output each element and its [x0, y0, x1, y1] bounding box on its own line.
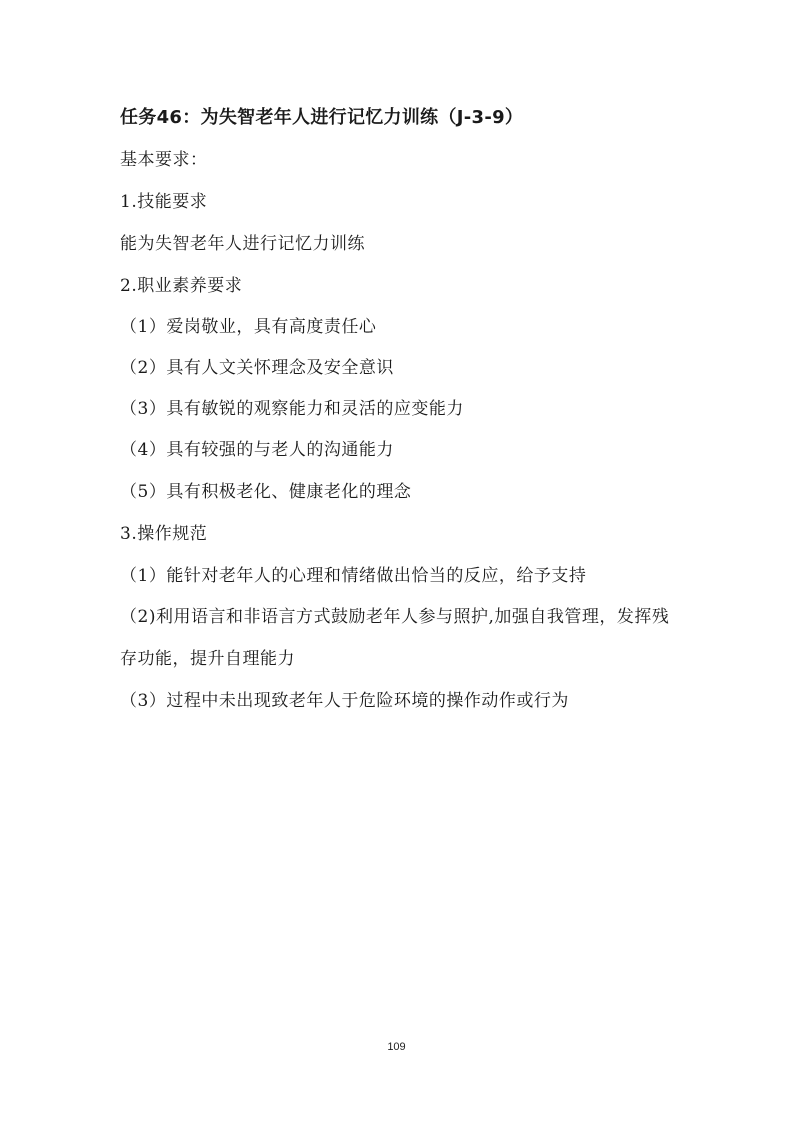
operation-item-1: （1）能针对老年人的心理和情绪做出恰当的反应，给予支持 [120, 566, 587, 586]
basic-requirements-label: 基本要求： [120, 150, 208, 170]
skill-requirements-text: 能为失智老年人进行记忆力训练 [120, 234, 365, 254]
professional-item-1: （1）爱岗敬业，具有高度责任心 [120, 317, 377, 337]
skill-requirements-heading: 1.技能要求 [120, 192, 208, 212]
professional-item-5: （5）具有积极老化、健康老化的理念 [120, 482, 412, 502]
professional-requirements-heading: 2.职业素养要求 [120, 276, 243, 296]
operation-standards-heading: 3.操作规范 [120, 524, 208, 544]
document-title: 任务46：为失智老年人进行记忆力训练（J-3-9） [120, 107, 524, 128]
page-number: 109 [387, 1041, 406, 1053]
professional-item-2: （2）具有人文关怀理念及安全意识 [120, 358, 394, 378]
operation-item-3: （3）过程中未出现致老年人于危险环境的操作动作或行为 [120, 691, 569, 711]
professional-item-4: （4）具有较强的与老人的沟通能力 [120, 440, 394, 460]
professional-item-3: （3）具有敏锐的观察能力和灵活的应变能力 [120, 399, 464, 419]
operation-item-2: （2)利用语言和非语言方式鼓励老年人参与照护,加强自我管理，发挥残存功能，提升自理能力 [120, 607, 670, 669]
